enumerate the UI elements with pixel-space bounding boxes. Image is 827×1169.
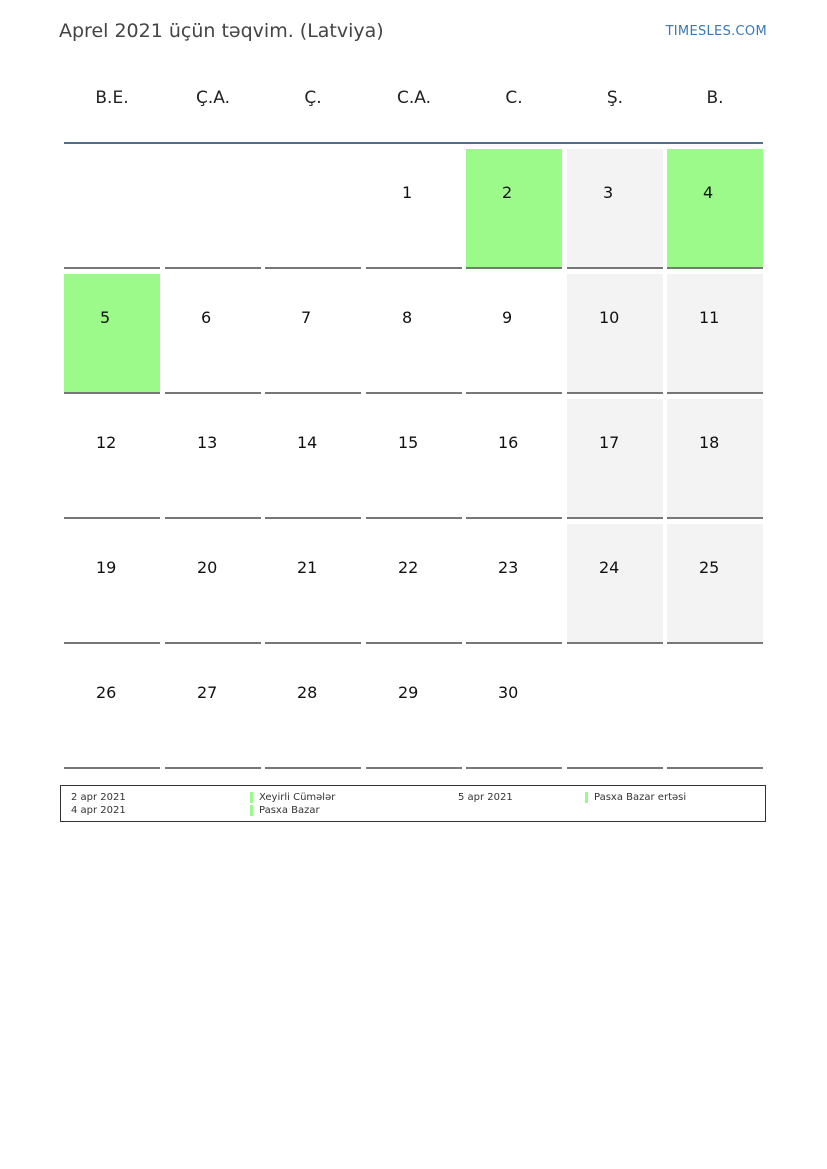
day-cell[interactable] bbox=[366, 274, 462, 394]
day-cell[interactable] bbox=[366, 649, 462, 769]
day-cell[interactable] bbox=[165, 524, 261, 644]
day-cell[interactable] bbox=[64, 524, 160, 644]
day-number: 9 bbox=[502, 308, 513, 327]
weekday-label: B. bbox=[706, 88, 724, 108]
day-cell[interactable] bbox=[165, 274, 261, 394]
day-number: 14 bbox=[297, 433, 318, 452]
empty-day-cell bbox=[64, 149, 160, 269]
day-number: 10 bbox=[599, 308, 620, 327]
day-cell[interactable] bbox=[64, 274, 160, 394]
holiday-date: 2 apr 2021 bbox=[71, 792, 126, 803]
day-cell[interactable] bbox=[265, 399, 361, 519]
weekday-label: Ç.A. bbox=[195, 88, 230, 108]
day-number: 12 bbox=[96, 433, 117, 452]
day-number: 18 bbox=[699, 433, 720, 452]
day-cell[interactable] bbox=[466, 399, 562, 519]
day-cell[interactable] bbox=[667, 399, 763, 519]
day-cell[interactable] bbox=[466, 274, 562, 394]
day-number: 13 bbox=[197, 433, 218, 452]
day-number: 11 bbox=[699, 308, 720, 327]
empty-day-cell bbox=[567, 649, 663, 769]
day-cell[interactable] bbox=[265, 274, 361, 394]
day-cell[interactable] bbox=[567, 399, 663, 519]
weekday-label: C.A. bbox=[396, 88, 431, 108]
site-link[interactable]: TIMESLES.COM bbox=[665, 24, 767, 39]
weekday-label: Ç. bbox=[304, 88, 322, 108]
day-number: 15 bbox=[398, 433, 419, 452]
day-number: 26 bbox=[96, 683, 117, 702]
holiday-color-marker bbox=[585, 792, 588, 803]
day-number: 17 bbox=[599, 433, 620, 452]
day-cell[interactable] bbox=[64, 399, 160, 519]
day-number: 25 bbox=[699, 558, 720, 577]
empty-day-cell bbox=[265, 149, 361, 269]
day-cell[interactable] bbox=[265, 524, 361, 644]
day-cell[interactable] bbox=[165, 649, 261, 769]
day-cell[interactable] bbox=[466, 149, 562, 269]
weekday-header-row bbox=[64, 88, 763, 122]
holiday-color-marker bbox=[250, 805, 253, 816]
day-number: 16 bbox=[498, 433, 519, 452]
day-number: 4 bbox=[703, 183, 714, 202]
day-cell[interactable] bbox=[567, 524, 663, 644]
day-number: 19 bbox=[96, 558, 117, 577]
day-cell[interactable] bbox=[567, 274, 663, 394]
holiday-name: Xeyirli Cümələr bbox=[259, 792, 336, 803]
day-cell[interactable] bbox=[265, 649, 361, 769]
day-number: 3 bbox=[603, 183, 614, 202]
day-cell[interactable] bbox=[667, 274, 763, 394]
day-number: 1 bbox=[402, 183, 413, 202]
day-cell[interactable] bbox=[567, 149, 663, 269]
empty-day-cell bbox=[165, 149, 261, 269]
day-cell[interactable] bbox=[366, 149, 462, 269]
day-number: 27 bbox=[197, 683, 218, 702]
day-number: 8 bbox=[402, 308, 413, 327]
page-title: Aprel 2021 üçün təqvim. (Latviya) bbox=[59, 20, 384, 42]
day-number: 24 bbox=[599, 558, 620, 577]
day-number: 21 bbox=[297, 558, 318, 577]
day-cell[interactable] bbox=[667, 524, 763, 644]
weekday-label: C. bbox=[505, 88, 523, 108]
day-number: 7 bbox=[301, 308, 312, 327]
holiday-name: Pasxa Bazar bbox=[259, 805, 320, 816]
day-number: 5 bbox=[100, 308, 111, 327]
day-number: 20 bbox=[197, 558, 218, 577]
day-number: 28 bbox=[297, 683, 318, 702]
day-number: 2 bbox=[502, 183, 513, 202]
holiday-name: Pasxa Bazar ertəsi bbox=[594, 792, 687, 803]
day-number: 29 bbox=[398, 683, 419, 702]
holiday-color-marker bbox=[250, 792, 253, 803]
holiday-legend bbox=[60, 785, 766, 822]
header-divider bbox=[64, 142, 763, 144]
day-cell[interactable] bbox=[165, 399, 261, 519]
day-number: 23 bbox=[498, 558, 519, 577]
day-cell[interactable] bbox=[667, 149, 763, 269]
weekday-label: B.E. bbox=[95, 88, 129, 108]
holiday-date: 4 apr 2021 bbox=[71, 805, 126, 816]
weekday-label: Ş. bbox=[606, 88, 624, 108]
day-number: 22 bbox=[398, 558, 419, 577]
day-cell[interactable] bbox=[466, 649, 562, 769]
day-cell[interactable] bbox=[466, 524, 562, 644]
holiday-date: 5 apr 2021 bbox=[458, 792, 513, 803]
day-number: 6 bbox=[201, 308, 212, 327]
day-cell[interactable] bbox=[366, 399, 462, 519]
calendar-grid bbox=[64, 149, 763, 774]
empty-day-cell bbox=[667, 649, 763, 769]
day-cell[interactable] bbox=[366, 524, 462, 644]
day-number: 30 bbox=[498, 683, 519, 702]
day-cell[interactable] bbox=[64, 649, 160, 769]
